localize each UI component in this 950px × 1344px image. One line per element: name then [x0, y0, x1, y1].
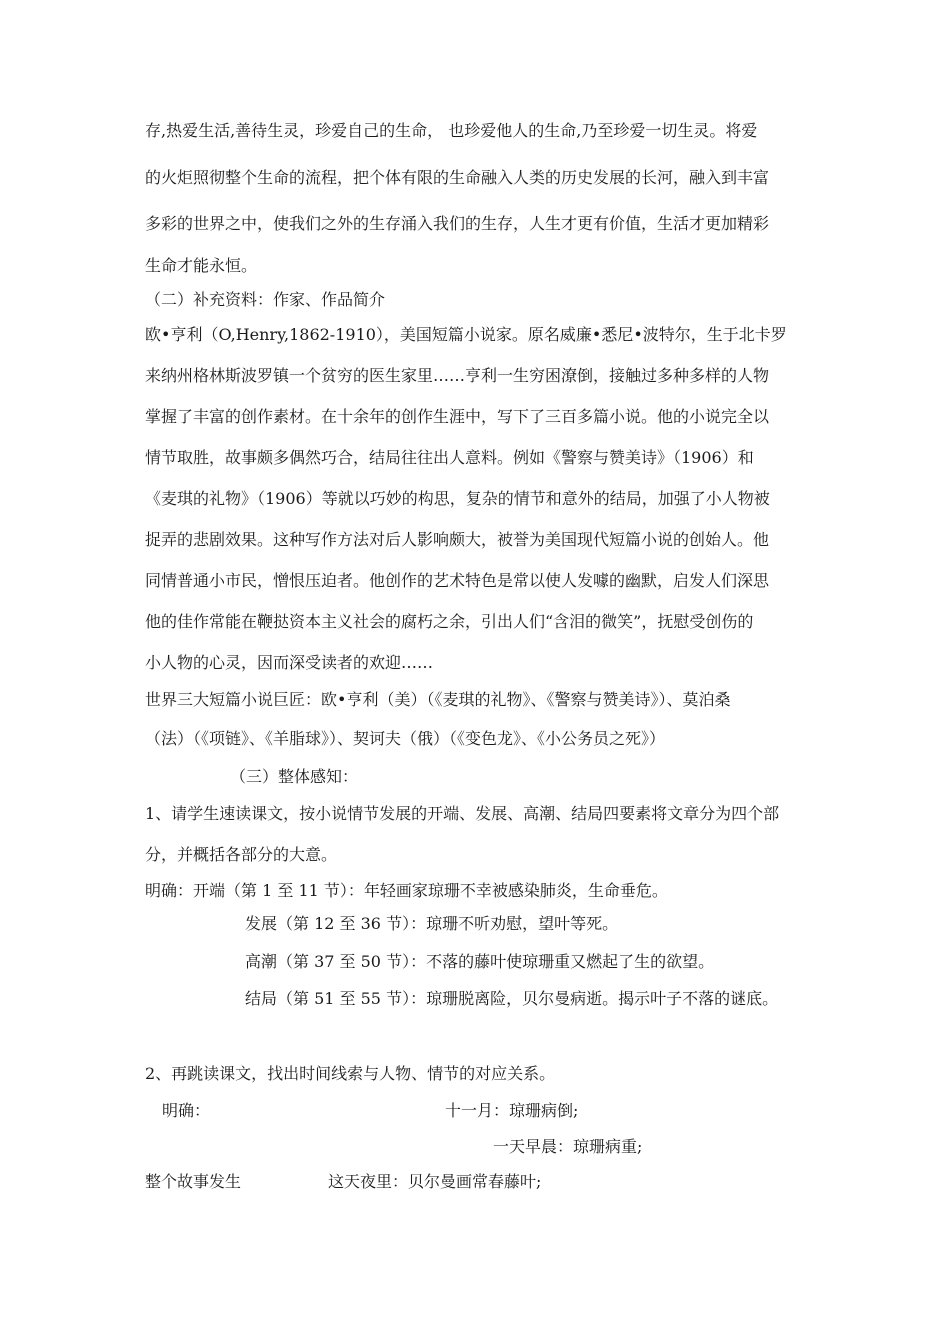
bio-line-2: 来纳州格林斯波罗镇一个贫穷的医生家里……亨利一生穷困潦倒，接触过多种多样的人物 — [145, 366, 770, 385]
timeline-november: 十一月：琼珊病倒; — [445, 1101, 579, 1120]
intro-line-4: 生命才能永恒。 — [145, 256, 258, 275]
story-label: 整个故事发生 — [145, 1172, 242, 1191]
timeline-one-morning: 一天早晨：琼珊病重; — [493, 1137, 643, 1156]
intro-line-2: 的火炬照彻整个生命的流程，把个体有限的生命融入人类的历史发展的长河，融入到丰富 — [145, 168, 770, 187]
bio-line-4: 情节取胜，故事颇多偶然巧合，结局往往出人意料。例如《警察与赞美诗》（1906）和 — [145, 448, 754, 467]
intro-line-1: 存,热爱生活,善待生灵，珍爱自己的生命， 也珍爱他人的生命,乃至珍爱一切生灵。将爱 — [145, 121, 758, 140]
timeline-that-night: 这天夜里：贝尔曼画常春藤叶; — [328, 1172, 542, 1191]
bio-line-6: 捉弄的悲剧效果。这种写作方法对后人影响颇大，被誉为美国现代短篇小说的创始人。他 — [145, 530, 770, 549]
bio-line-8: 他的佳作常能在鞭挞资本主义社会的腐朽之余，引出人们“含泪的微笑”，抚慰受创伤的 — [145, 612, 754, 631]
bio-line-7: 同情普通小市民，憎恨压迫者。他创作的艺术特色是常以使人发噱的幽默，启发人们深思 — [145, 571, 770, 590]
task-1-line-2: 分，并概括各部分的大意。 — [145, 845, 338, 864]
task-2: 2、再跳读课文，找出时间线索与人物、情节的对应关系。 — [145, 1064, 556, 1083]
bio-line-3: 掌握了丰富的创作素材。在十余年的创作生涯中，写下了三百多篇小说。他的小说完全以 — [145, 407, 770, 426]
answer-1-climax: 高潮（第 37 至 50 节）：不落的藤叶使琼珊重又燃起了生的欲望。 — [245, 952, 715, 971]
bio-line-5: 《麦琪的礼物》（1906）等就以巧妙的构思，复杂的情节和意外的结局，加强了小人物被 — [145, 489, 770, 508]
intro-line-3: 多彩的世界之中，使我们之外的生存涌入我们的生存，人生才更有价值，生活才更加精彩 — [145, 214, 770, 233]
bio-line-1: 欧•亨利（O,Henry,1862-1910），美国短篇小说家。原名威廉•悉尼•波特尔，生于北卡罗 — [145, 325, 787, 344]
bio-line-9: 小人物的心灵，因而深受读者的欢迎…… — [145, 653, 434, 672]
section-3-heading: （三）整体感知： — [230, 767, 359, 786]
answer-1-opening: 明确：开端（第 1 至 11 节）：年轻画家琼珊不幸被感染肺炎，生命垂危。 — [145, 881, 668, 900]
answer-1-development: 发展（第 12 至 36 节）：琼珊不听劝慰，望叶等死。 — [245, 914, 619, 933]
section-2-heading: （二）补充资料：作家、作品简介 — [145, 290, 386, 309]
answer-1-ending: 结局（第 51 至 55 节）：琼珊脱离险，贝尔曼病逝。揭示叶子不落的谜底。 — [245, 989, 779, 1008]
masters-line-2: （法）（《项链》、《羊脂球》）、契诃夫（俄）（《变色龙》、《小公务员之死》） — [145, 729, 666, 748]
masters-line-1: 世界三大短篇小说巨匠：欧•亨利（美）（《麦琪的礼物》、《警察与赞美诗》）、莫泊桑 — [145, 690, 731, 709]
task-1-line-1: 1、请学生速读课文，按小说情节发展的开端、发展、高潮、结局四要素将文章分为四个部 — [145, 804, 780, 823]
answer-2-label: 明确： — [162, 1101, 211, 1120]
